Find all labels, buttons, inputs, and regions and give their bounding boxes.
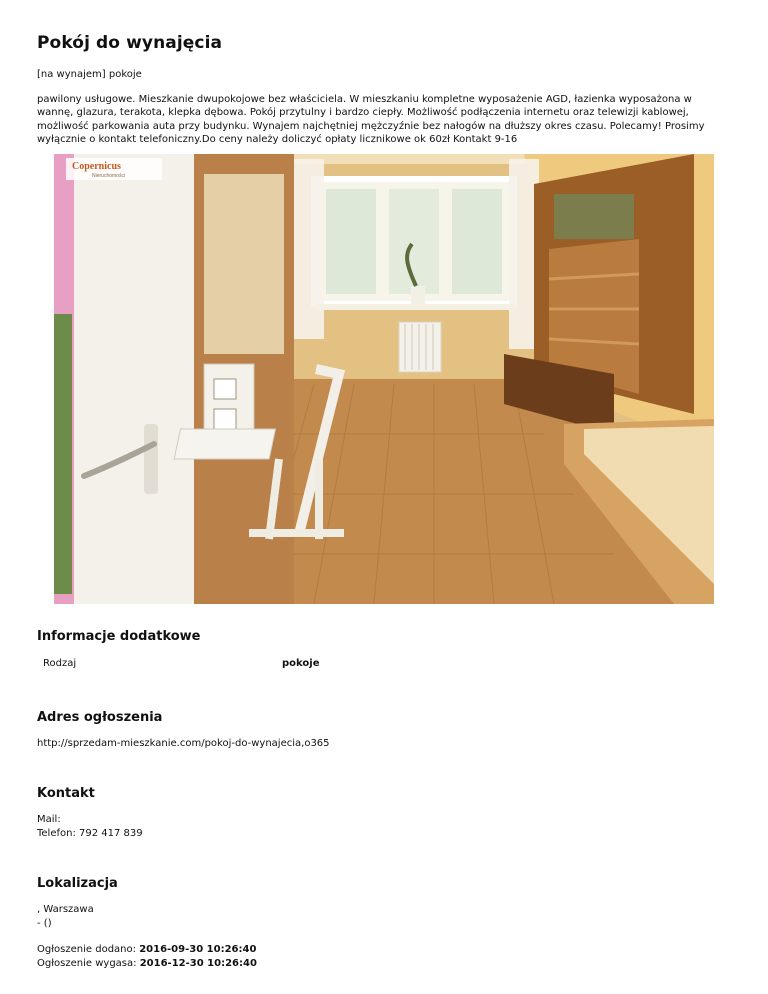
- contact-section: [37, 785, 731, 841]
- address-section: [37, 709, 731, 751]
- date-added-label: Ogłoszenie dodano:: [37, 944, 137, 956]
- date-expires-label: Ogłoszenie wygasa:: [37, 958, 137, 970]
- additional-info-section: [37, 628, 731, 670]
- listing-description: pawilony usługowe. Mieszkanie dwupokojowe bez właściciela. W mieszkaniu kompletne wyposażenie AGD, łazienka wyposażona w wannę, glazura, terakota, klepka dębowa. Pokój przytulny i bardzo ciepły. Możliwość podłączenia internetu oraz telewizji kablowej, możliwość parkowania auta przy budynku. Wynajem najchętniej mężczyźnie bez nałogów na dłuższy okres czasu. Polecamy! Prosimy wyłącznie o kontakt telefoniczny.Do ceny należy doliczyć opłaty licznikowe ok 60zł Kontakt 9-16: [37, 93, 705, 145]
- listing-dates: [37, 943, 731, 971]
- location-city: , Warszawa: [37, 904, 94, 916]
- contact-mail: Mail:: [37, 813, 61, 825]
- photo-logo-text: Copernicus: [72, 161, 121, 173]
- date-expires-value: 2016-12-30 10:26:40: [139, 958, 257, 970]
- location-section: [37, 875, 731, 971]
- room-photo: [54, 154, 714, 604]
- address-heading: Adres ogłoszenia: [37, 709, 163, 725]
- additional-info-heading: Informacje dodatkowe: [37, 629, 201, 645]
- location-district: - (): [37, 918, 52, 930]
- info-value: pokoje: [282, 657, 320, 669]
- info-row: [43, 657, 731, 671]
- contact-phone: Telefon: 792 417 839: [37, 827, 143, 839]
- location-heading: Lokalizacja: [37, 875, 118, 891]
- date-expires-line: [37, 957, 731, 971]
- contact-heading: Kontakt: [37, 785, 95, 801]
- photo-logo-subtext: Nieruchomości: [92, 173, 126, 180]
- room-photo-illustration: [54, 154, 714, 604]
- info-label: Rodzaj: [43, 657, 77, 669]
- listing-url[interactable]: http://sprzedam-mieszkanie.com/pokoj-do-wynajecia,o365: [37, 737, 330, 749]
- page-title: Pokój do wynajęcia: [37, 33, 223, 53]
- listing-subtitle: [na wynajem] pokoje: [37, 68, 142, 80]
- date-added-value: 2016-09-30 10:26:40: [139, 944, 257, 956]
- date-added-line: [37, 943, 731, 957]
